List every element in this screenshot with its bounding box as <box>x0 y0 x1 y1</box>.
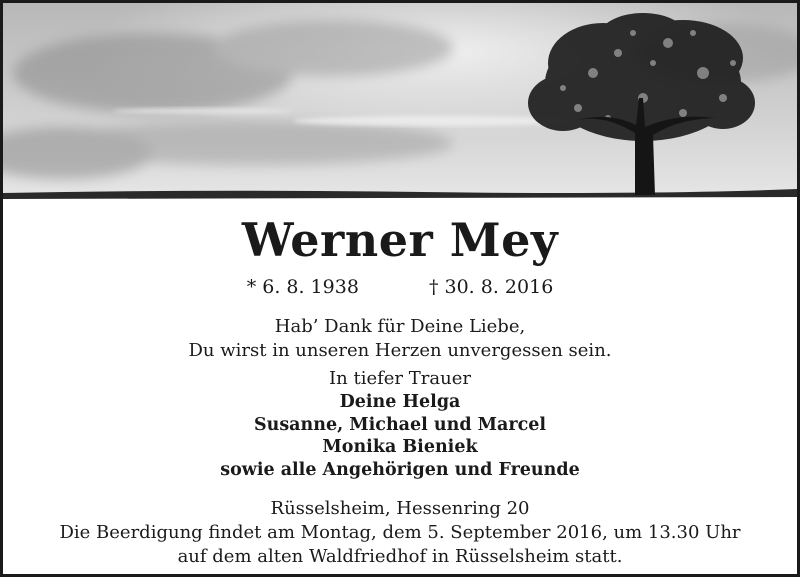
mourner: Monika Bieniek <box>322 437 478 457</box>
funeral-line: auf dem alten Waldfriedhof in Rüsselsheim statt. <box>177 546 623 567</box>
funeral-line: Die Beerdigung findet am Montag, dem 5. September 2016, um 13.30 Uhr <box>59 522 741 543</box>
memorial-quote <box>3 315 797 363</box>
funeral-info <box>3 521 797 569</box>
quote-line: Hab’ Dank für Deine Liebe, <box>274 316 526 337</box>
death-date: † 30. 8. 2016 <box>428 276 554 298</box>
quote-line: Du wirst in unseren Herzen unvergessen sein. <box>188 340 612 361</box>
mourner: Susanne, Michael und Marcel <box>253 414 547 435</box>
tree-landscape-image <box>3 3 797 213</box>
notice-text <box>3 211 797 569</box>
address: Rüsselsheim, Hessenring 20 <box>270 498 530 519</box>
mourners-list <box>3 391 797 481</box>
life-dates <box>3 273 797 301</box>
mourning-intro: In tiefer Trauer <box>329 368 471 389</box>
deceased-name: Werner Mey <box>241 213 559 267</box>
birth-date: * 6. 8. 1938 <box>246 276 359 298</box>
mourner: Deine Helga <box>339 392 461 412</box>
mourner: sowie alle Angehörigen und Freunde <box>220 459 580 480</box>
